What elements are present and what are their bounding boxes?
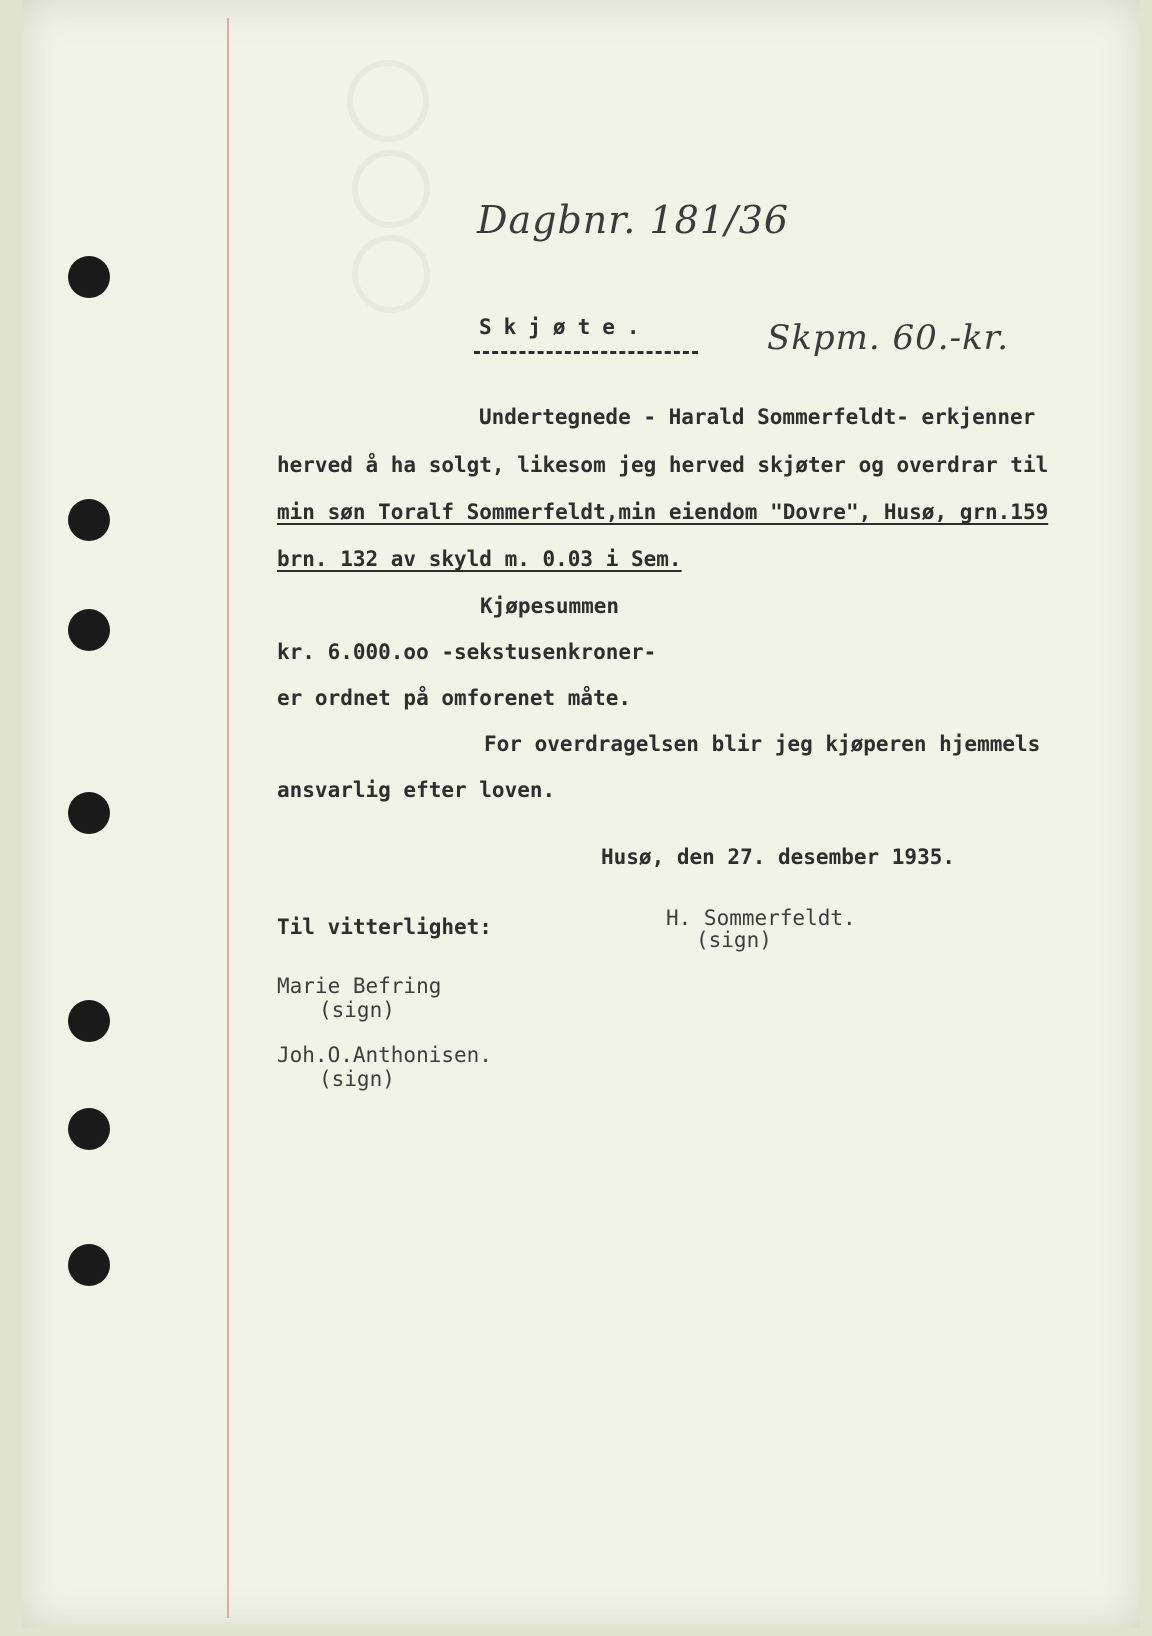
body-line: Undertegnede - Harald Sommerfeldt- erkjenner bbox=[479, 405, 1036, 429]
body-line: kr. 6.000.oo -sekstusenkroner- bbox=[277, 640, 657, 664]
document-page bbox=[22, 0, 1140, 1628]
witness-sign-note: (sign) bbox=[319, 1067, 395, 1091]
punch-hole bbox=[68, 499, 110, 541]
body-line: Kjøpesummen bbox=[480, 594, 620, 618]
punch-hole bbox=[68, 792, 110, 834]
margin-rule bbox=[227, 18, 229, 1618]
ghost-mark bbox=[352, 235, 430, 313]
witness-sign-note: (sign) bbox=[319, 998, 395, 1022]
place-date: Husø, den 27. desember 1935. bbox=[601, 845, 956, 869]
punch-hole bbox=[68, 1108, 110, 1150]
ghost-mark bbox=[347, 60, 429, 142]
body-line: For overdragelsen blir jeg kjøperen hjemmels bbox=[484, 732, 1041, 756]
journal-number-annotation: Dagbnr. 181/36 bbox=[477, 198, 790, 242]
punch-hole bbox=[68, 1000, 110, 1042]
witness-name: Marie Befring bbox=[277, 974, 442, 998]
stamp-fee-annotation: Skpm. 60.-kr. bbox=[767, 318, 1010, 358]
seller-signature-note: (sign) bbox=[696, 928, 772, 952]
body-line: er ordnet på omforenet måte. bbox=[277, 686, 632, 710]
body-line: brn. 132 av skyld m. 0.03 i Sem. bbox=[277, 547, 682, 571]
document-title: Skjøte. bbox=[479, 315, 652, 339]
punch-hole bbox=[68, 256, 110, 298]
witness-heading: Til vitterlighet: bbox=[277, 915, 492, 939]
body-line: herved å ha solgt, likesom jeg herved skjøter og overdrar til bbox=[277, 453, 1049, 477]
witness-name: Joh.O.Anthonisen. bbox=[277, 1043, 492, 1067]
body-line: ansvarlig efter loven. bbox=[277, 778, 556, 802]
punch-hole bbox=[68, 1244, 110, 1286]
body-line: min søn Toralf Sommerfeldt,min eiendom "Dovre", Husø, grn.159 bbox=[277, 500, 1049, 524]
punch-hole bbox=[68, 609, 110, 651]
title-underline bbox=[474, 351, 698, 354]
ghost-mark bbox=[352, 150, 430, 228]
seller-signature-name: H. Sommerfeldt. bbox=[666, 906, 856, 930]
